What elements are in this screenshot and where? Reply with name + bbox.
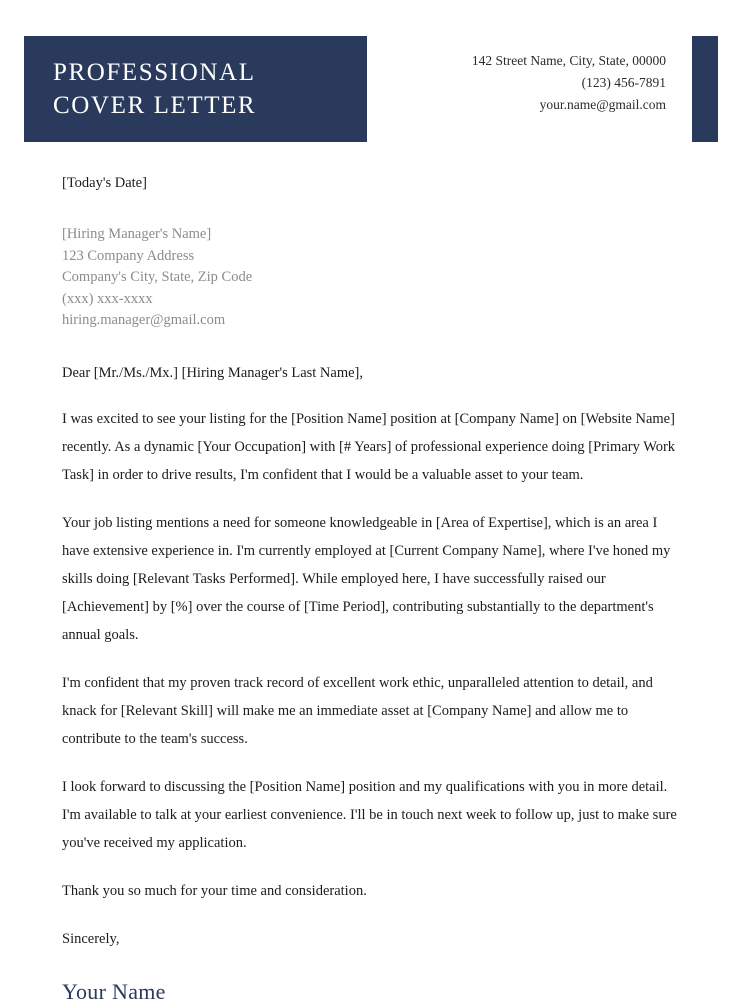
letter-paragraph-4: I look forward to discussing the [Position Name] position and my qualifications with you in more detail. I'm available to talk at your earliest convenience. I'll be in touch next week to follow up, just to make sure you've received my application.: [62, 778, 677, 851]
letter-paragraph-3: I'm confident that my proven track record of excellent work ethic, unparalleled attention to detail, and knack for [Relevant Skill] will make me an immediate asset at [Company Name] and allow me to contribute to the team's success.: [62, 674, 653, 747]
sender-contact-block: [336, 50, 666, 116]
recipient-name: [Hiring Manager's Name]: [62, 226, 212, 242]
page-title-line-2: COVER LETTER: [53, 92, 257, 119]
sender-address: 142 Street Name, City, State, 00000: [471, 53, 666, 68]
recipient-email: hiring.manager@gmail.com: [62, 312, 226, 328]
sender-email: your.name@gmail.com: [539, 97, 666, 112]
letter-sign-off: Sincerely,: [62, 930, 120, 947]
recipient-phone: (xxx) xxx-xxxx: [62, 290, 153, 307]
letter-paragraph-1: I was excited to see your listing for the [Position Name] position at [Company Name] on [Website Name] recently. As a dynamic [Your Occupation] with [# Years] of professional experience doing [Primary Work Task] in order to drive results, I'm confident that I would be a valuable asset to your team.: [62, 410, 676, 483]
header-title-block: [24, 36, 367, 142]
header-accent-bar: [692, 36, 718, 142]
letter-salutation: Dear [Mr./Ms./Mx.] [Hiring Manager's Last Name],: [62, 364, 363, 381]
recipient-city-state-zip: Company's City, State, Zip Code: [62, 269, 253, 285]
page-title-line-1: PROFESSIONAL: [53, 59, 256, 86]
recipient-block: [62, 224, 680, 332]
letter-body: [62, 172, 680, 1007]
recipient-address: 123 Company Address: [62, 247, 195, 264]
letter-header: [0, 0, 742, 160]
letter-date: [Today's Date]: [62, 175, 147, 191]
signature-name: Your Name: [62, 978, 166, 1004]
letter-thank-you: Thank you so much for your time and consideration.: [62, 882, 367, 899]
sender-phone: (123) 456-7891: [581, 75, 666, 90]
letter-paragraph-2: Your job listing mentions a need for someone knowledgeable in [Area of Expertise], which is an area I have extensive experience in. I'm currently employed at [Current Company Name], where I've honed my skills doing [Relevant Tasks Performed]. While employed here, I have successfully raised our [Achievement] by [%] over the course of [Time Period], contributing substantially to the department's annual goals.: [62, 514, 671, 643]
